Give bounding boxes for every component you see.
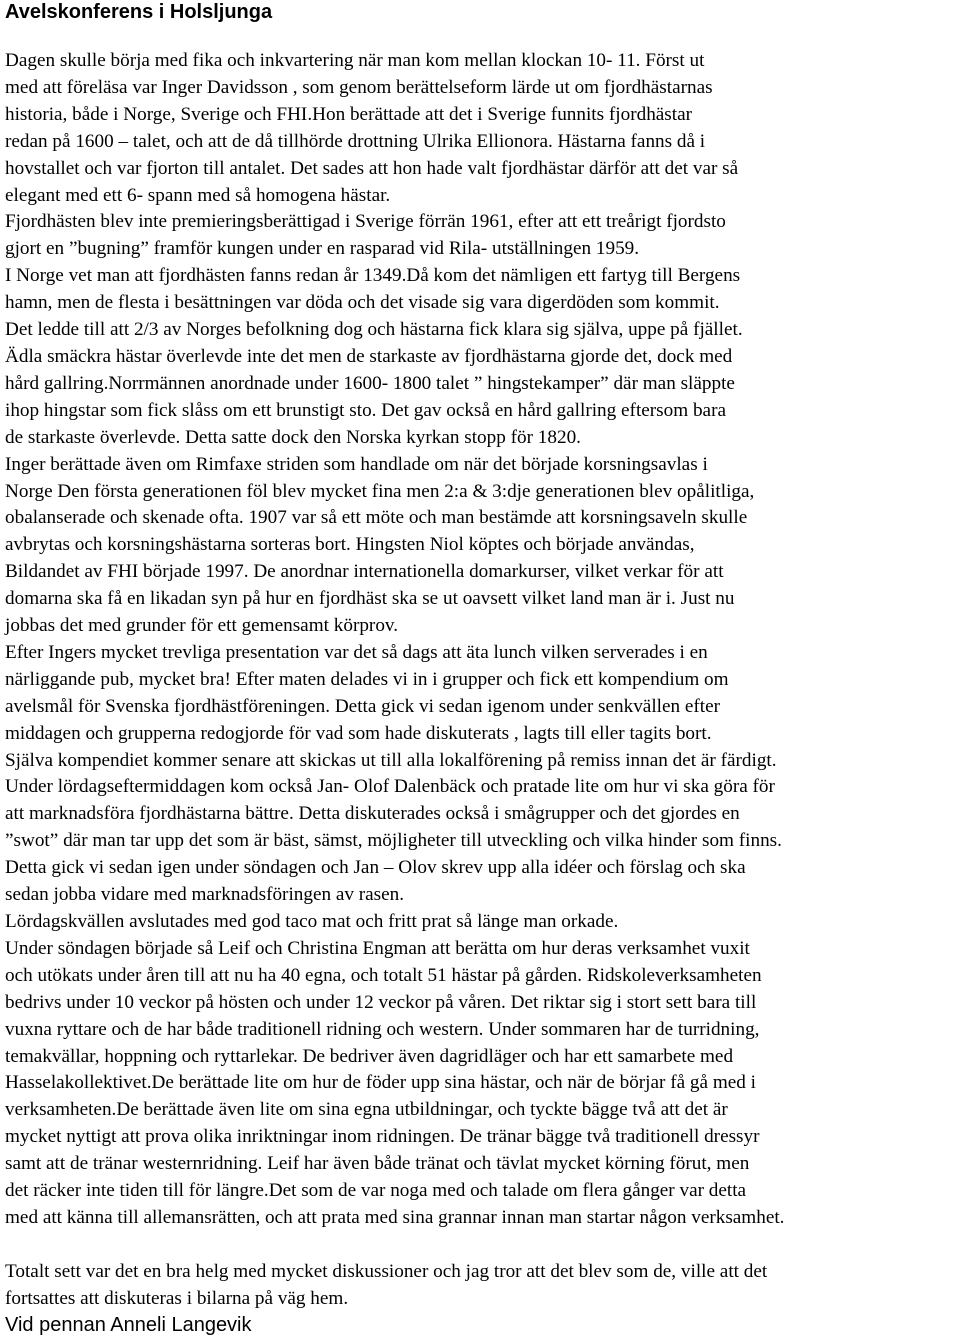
text-line: Totalt sett var det en bra helg med mycket diskussioner och jag tror att det blev som de, ville att det (5, 1260, 768, 1282)
text-line: redan på 1600 – talet, och att de då tillhörde drottning Ulrika Ellionora. Hästarna fanns då i (5, 130, 706, 152)
text-line: jobbas det med grunder för ett gemensamt körprov. (5, 615, 399, 637)
text-line: hamn, men de flesta i besättningen var döda och det visade sig vara digerdöden som kommit. (5, 292, 720, 314)
text-line: Fjordhästen blev inte premieringsberättigad i Sverige förrän 1961, efter att ett treårigt fjordsto (5, 211, 726, 233)
text-line: Hasselakollektivet.De berättade lite om hur de föder upp sina hästar, och när de börjar få gå med i (5, 1072, 756, 1094)
text-line: bedrivs under 10 veckor på hösten och under 12 veckor på våren. Det riktar sig i stort sett bara till (5, 991, 757, 1013)
text-line: ihop hingstar som fick slåss om ett brunstigt sto. Det gav också en hård gallring eftersom bara (5, 399, 726, 421)
text-line: Lördagskvällen avslutades med god taco mat och fritt prat så länge man orkade. (5, 911, 619, 932)
text-line: elegant med ett 6- spann med så homogena hästar. (5, 184, 391, 206)
text-line: Norge Den första generationen föl blev mycket fina men 2:a & 3:dje generationen blev opålitliga, (5, 480, 755, 502)
text-line: historia, både i Norge, Sverige och FHI.Hon berättade att det i Sverige funnits fjordhästar (5, 103, 693, 125)
document-page (5, 0, 957, 1337)
text-line: gjort en ”bugning” framför kungen under en rasparad vid Rila- utställningen 1959. (5, 238, 640, 260)
text-line: Detta gick vi sedan igen under söndagen och Jan – Olov skrev upp alla idéer och förslag och ska (5, 857, 746, 879)
text-line: fortsattes att diskuteras i bilarna på väg hem. (5, 1287, 349, 1309)
text-line: med att föreläsa var Inger Davidsson , som genom berättelseform lärde ut om fjordhästarnas (5, 76, 713, 98)
text-line: de starkaste överlevde. Detta satte dock den Norska kyrkan stopp för 1820. (5, 426, 581, 448)
text-line: samt att de tränar westernridning. Leif har även både tränat och tävlat mycket körning förut, men (5, 1153, 750, 1175)
text-line: Ädla smäckra hästar överlevde inte det men de starkaste av fjordhästarna gjorde det, dock med (5, 345, 733, 367)
text-line: Själva kompendiet kommer senare att skickas ut till alla lokalförening på remiss innan det är färdigt. (5, 749, 777, 771)
text-line: vuxna ryttare och de har både traditionell ridning och western. Under sommaren har de turridning, (5, 1018, 760, 1040)
text-line: obalanserade och skenade ofta. 1907 var så ett möte och man bestämde att korsningsaveln skulle (5, 507, 748, 529)
text-line: hovstallet och var fjorton till antalet. Det sades att hon hade valt fjordhästar därför att det var så (5, 157, 739, 179)
text-line: Inger berättade även om Rimfaxe striden som handlade om när det började korsningsavlas i (5, 453, 708, 475)
paragraph-gap (5, 1232, 957, 1259)
text-line: med att känna till allemansrätten, och att prata med sina grannar innan man startar någon verksamhet. (5, 1206, 785, 1228)
text-line: att marknadsföra fjordhästarna bättre. Detta diskuterades också i smågrupper och det gjordes en (5, 803, 740, 825)
text-line: temakvällar, hoppning och ryttarlekar. De bedriver även dagridläger och har ett samarbete med (5, 1045, 734, 1067)
document-title: Avelskonferens i Holsljunga (5, 1, 273, 23)
closing-paragraph (5, 1259, 957, 1313)
text-line: Efter Ingers mycket trevliga presentation var det så dags att äta lunch vilken serverades i en (5, 641, 708, 663)
text-line: sedan jobba vidare med marknadsföringen av rasen. (5, 884, 405, 906)
signature: Vid pennan Anneli Langevik (5, 1313, 252, 1336)
text-line: Det ledde till att 2/3 av Norges befolkning dog och hästarna fick klara sig själva, uppe på fjället. (5, 319, 743, 341)
text-line: I Norge vet man att fjordhästen fanns redan år 1349.Då kom det nämligen ett fartyg till Bergens (5, 265, 741, 287)
text-line: hård gallring.Norrmännen anordnade under 1600- 1800 talet ” hingstekamper” där man släppte (5, 372, 735, 394)
text-line: det räcker inte tiden till för längre.Det som de var noga med och talade om flera gånger var detta (5, 1180, 747, 1202)
text-line: avbrytas och korsningshästarna sorteras bort. Hingsten Niol köptes och började användas, (5, 534, 695, 556)
text-line: avelsmål för Svenska fjordhästföreningen. Detta gick vi sedan igenom under senkvällen efter (5, 695, 721, 717)
text-line: Bildandet av FHI började 1997. De anordnar internationella domarkurser, vilket verkar för att (5, 561, 724, 583)
text-line: domarna ska få en likadan syn på hur en fjordhäst ska se ut oavsett vilket land man är i. Just nu (5, 588, 735, 610)
text-line: Dagen skulle börja med fika och inkvartering när man kom mellan klockan 10- 11. Först ut (5, 50, 705, 71)
text-line: ”swot” där man tar upp det som är bäst, sämst, möjligheter till utveckling och vilka hinder som finns. (5, 830, 782, 852)
text-line: närliggande pub, mycket bra! Efter maten delades vi in i grupper och fick ett kompendium om (5, 668, 729, 690)
text-line: verksamheten.De berättade även lite om sina egna utbildningar, och tyckte bägge två att det är (5, 1099, 728, 1121)
text-line: Under lördagseftermiddagen kom också Jan- Olof Dalenbäck och pratade lite om hur vi ska göra för (5, 776, 775, 798)
body-paragraph (5, 48, 957, 1232)
text-line: middagen och grupperna redogjorde för vad som hade diskuterats , lagts till eller tagits bort. (5, 722, 712, 744)
text-line: och utökats under åren till att nu ha 40 egna, och totalt 51 hästar på gården. Ridskoleverksamheten (5, 964, 762, 986)
text-line: mycket nyttigt att prova olika inriktningar inom ridningen. De tränar bägge två traditionell dressyr (5, 1126, 760, 1148)
text-line: Under söndagen började så Leif och Christina Engman att berätta om hur deras verksamhet vuxit (5, 937, 750, 959)
